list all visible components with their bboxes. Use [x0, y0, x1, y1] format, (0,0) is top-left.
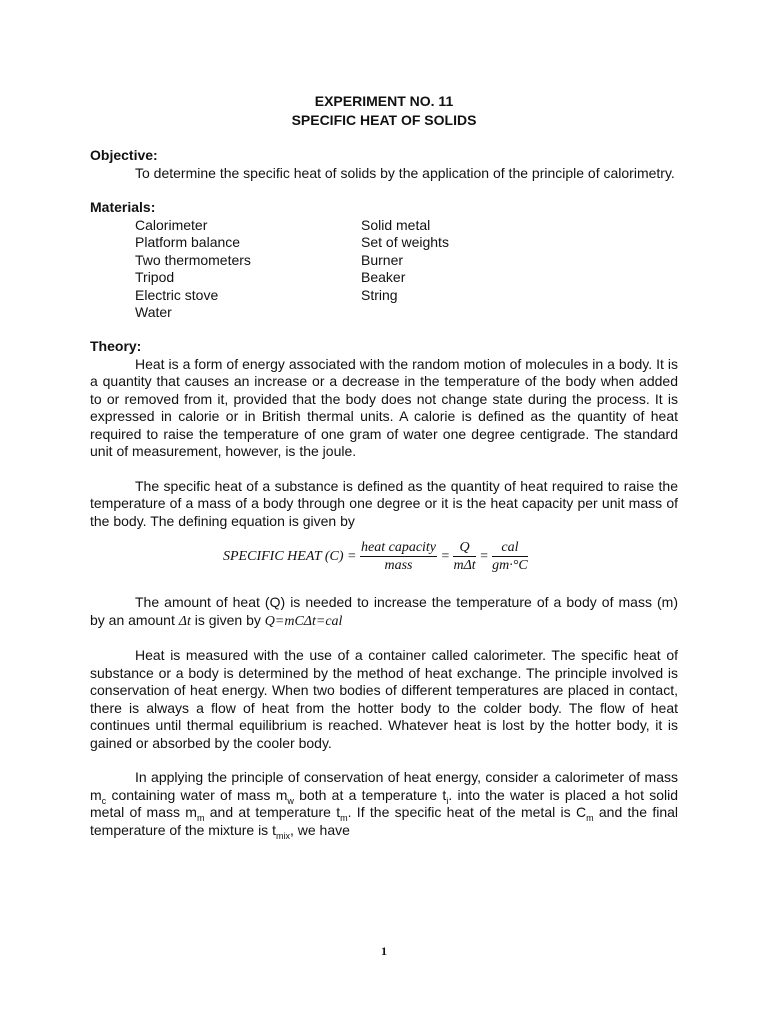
materials-heading: Materials: [90, 199, 156, 215]
fraction-numerator: cal [492, 539, 528, 557]
heat-formula-inline: Q=mCΔt=cal [264, 613, 343, 629]
materials-row [135, 252, 449, 270]
material-item: Solid metal [361, 216, 431, 233]
page-number: 1 [381, 944, 387, 958]
formula-lhs: SPECIFIC HEAT (C) = [223, 548, 357, 564]
delta-t-symbol: Δt [178, 613, 191, 629]
materials-row [135, 234, 449, 252]
equals-sign: = [479, 548, 489, 564]
experiment-title: SPECIFIC HEAT OF SOLIDS [291, 112, 477, 128]
theory-paragraph-3: The amount of heat (Q) is needed to increase the temperature of a body of mass (m) by an amount Δt is given by Q=mCΔt=cal [90, 594, 678, 629]
experiment-number: EXPERIMENT NO. 11 [314, 93, 454, 109]
fraction-numerator: Q [453, 539, 475, 557]
material-item: Platform balance [135, 234, 241, 251]
material-item [361, 304, 449, 322]
material-item: Tripod [135, 269, 175, 286]
specific-heat-formula [90, 536, 678, 578]
objective-heading: Objective: [90, 147, 158, 163]
materials-row [135, 217, 449, 235]
material-item: Burner [361, 251, 404, 268]
materials-row [135, 269, 449, 287]
material-item: Two thermometers [135, 251, 251, 268]
materials-row [135, 304, 449, 322]
theory-paragraph-1: Heat is a form of energy associated with the random motion of molecules in a body. It is a quantity that causes an increase or a decrease in the temperature of the body when added to or removed from it, provided that the body does not change state during the process. It is expressed in calorie or in British thermal units. A calorie is defined as the quantity of heat required to raise the temperature of one gram of water one degree centigrade. The standard unit of measurement, however, is the joule. [90, 355, 678, 460]
theory-paragraph-4: Heat is measured with the use of a container called calorimeter. The specific heat of substance or a body is determined by the method of heat exchange. The principle involved is conservation of heat energy. When two bodies of different temperatures are placed in contact, there is always a flow of heat from the hotter body to the colder body. The flow of heat continues until thermal equilibrium is reached. Whatever heat is lost by the hotter body, it is gained or absorbed by the cooler body. [90, 647, 678, 751]
theory-paragraph-2: The specific heat of a substance is defined as the quantity of heat required to raise the temperature of a mass of a body through one degree or it is the heat capacity per unit mass of the body. The defining equation is given by [90, 477, 678, 529]
material-item: Set of weights [361, 234, 449, 251]
fraction-numerator: heat capacity [361, 540, 437, 556]
fraction-q-over-mdt [453, 539, 475, 574]
document-page [90, 92, 678, 839]
objective-text: To determine the specific heat of solids by the application of the principle of calorimetry. [135, 164, 675, 181]
material-item: Water [135, 304, 172, 321]
fraction-denominator: mass [384, 558, 413, 574]
theory-heading: Theory: [90, 338, 142, 355]
materials-row [135, 287, 449, 305]
fraction-heat-capacity-over-mass [360, 539, 437, 574]
material-item: Beaker [361, 269, 406, 286]
equals-sign: = [440, 548, 450, 564]
fraction-denominator: gm·°C [492, 558, 528, 574]
materials-list [135, 217, 449, 323]
fraction-cal-over-gm-c [492, 539, 528, 574]
fraction-denominator: mΔt [453, 558, 476, 574]
theory-paragraph-5: In applying the principle of conservation of heat energy, consider a calorimeter of mass $m_c$ containing water of mass $m_w$ both at a temperature $t_i$. into the water is placed a hot solid metal of mass $m_m$ and at temperature $t_m$. If the specific heat of the metal is $C_m$ and the final temperature of the mixture is $t_{mix}$, we have [90, 769, 679, 841]
material-item: Calorimeter [135, 216, 208, 233]
material-item: String [361, 286, 398, 303]
material-item: Electric stove [135, 286, 219, 303]
